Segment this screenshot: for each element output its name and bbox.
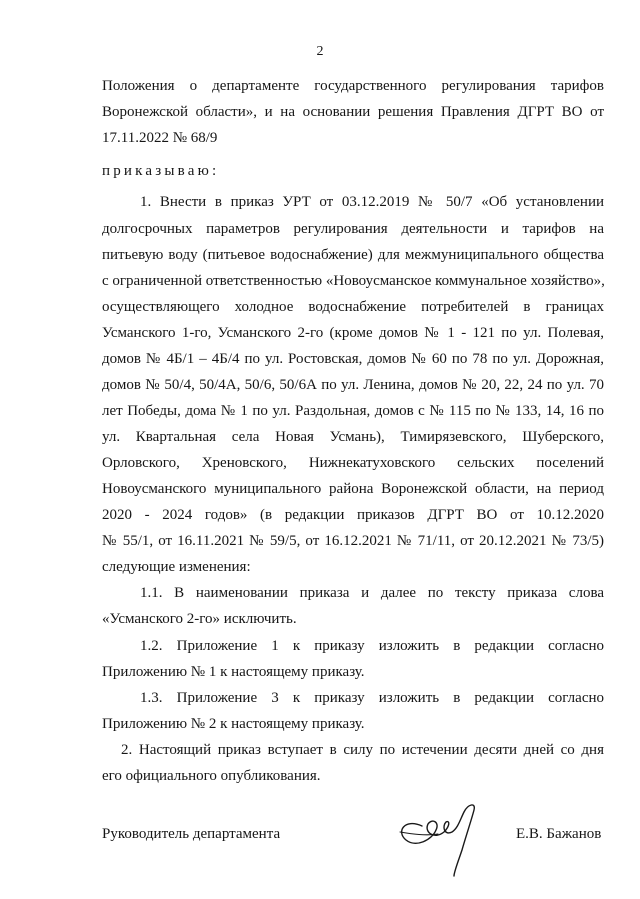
item1-line-1: 1. Внести в приказ УРТ от 03.12.2019 № 50/7 «Об установлении (140, 194, 604, 210)
item1-1-line-2: «Усманского 2-го» исключить. (102, 611, 297, 627)
item1-3-line-1: 1.3. Приложение 3 к приказу изложить в редакции согласно (140, 690, 604, 706)
item1-line-14: № 55/1, от 16.11.2021 № 59/5, от 16.12.2021 № 71/11, от 20.12.2021 № 73/5) (102, 533, 604, 549)
item1-line-2: долгосрочных параметров регулирования деятельности и тарифов на (102, 221, 604, 237)
item1-1-line-1: 1.1. В наименовании приказа и далее по тексту приказа слова (140, 585, 604, 601)
signatory-title: Руководитель департамента (102, 826, 281, 842)
item2-line-2: его официального опубликования. (102, 768, 321, 784)
item1-line-7: домов № 4Б/1 – 4Б/4 по ул. Ростовская, домов № 60 по 78 по ул. Дорожная, (102, 351, 604, 367)
item1-line-11: Орловского, Хреновского, Нижнекатуховского сельских поселений (102, 455, 604, 471)
item1-line-9: лет Победы, дома № 1 по ул. Раздольная, домов с № 115 по № 133, 14, 16 по (102, 403, 604, 419)
intro-line-1: Положения о департаменте государственного регулирования тарифов (102, 78, 604, 94)
item1-line-13: 2020 - 2024 годов» (в редакции приказов ДГРТ ВО от 10.12.2020 (102, 507, 604, 523)
order-word: приказываю: (102, 163, 220, 179)
intro-line-2: Воронежской области», и на основании решения Правления ДГРТ ВО от (102, 104, 604, 120)
page-number: 2 (316, 44, 324, 59)
item1-line-4: с ограниченной ответственностью «Новоусманское коммунальное хозяйство», (102, 273, 605, 289)
item2-line-1: 2. Настоящий приказ вступает в силу по истечении десяти дней со дня (121, 742, 604, 758)
item1-3-line-2: Приложению № 2 к настоящему приказу. (102, 716, 365, 732)
item1-line-8: домов № 50/4, 50/4А, 50/6, 50/6А по ул. Ленина, домов № 20, 22, 24 по ул. 70 (102, 377, 604, 393)
item1-2-line-1: 1.2. Приложение 1 к приказу изложить в редакции согласно (140, 638, 604, 654)
item1-line-15: следующие изменения: (102, 559, 251, 575)
item1-line-6: Усманского 1-го, Усманского 2-го (кроме домов № 1 - 121 по ул. Полевая, (102, 325, 604, 341)
item1-line-5: осуществляющего холодное водоснабжение потребителей в границах (102, 299, 604, 315)
item1-line-3: питьевую воду (питьевое водоснабжение) для межмуниципального общества (102, 247, 604, 263)
handwritten-signature-icon (392, 796, 492, 878)
signatory-name: Е.В. Бажанов (516, 826, 602, 842)
item1-line-10: ул. Квартальная села Новая Усмань), Тимирязевского, Шуберского, (102, 429, 604, 445)
item1-line-12: Новоусманского муниципального района Воронежской области, на период (102, 481, 604, 497)
item1-2-line-2: Приложению № 1 к настоящему приказу. (102, 664, 365, 680)
intro-line-3: 17.11.2022 № 68/9 (102, 130, 218, 146)
